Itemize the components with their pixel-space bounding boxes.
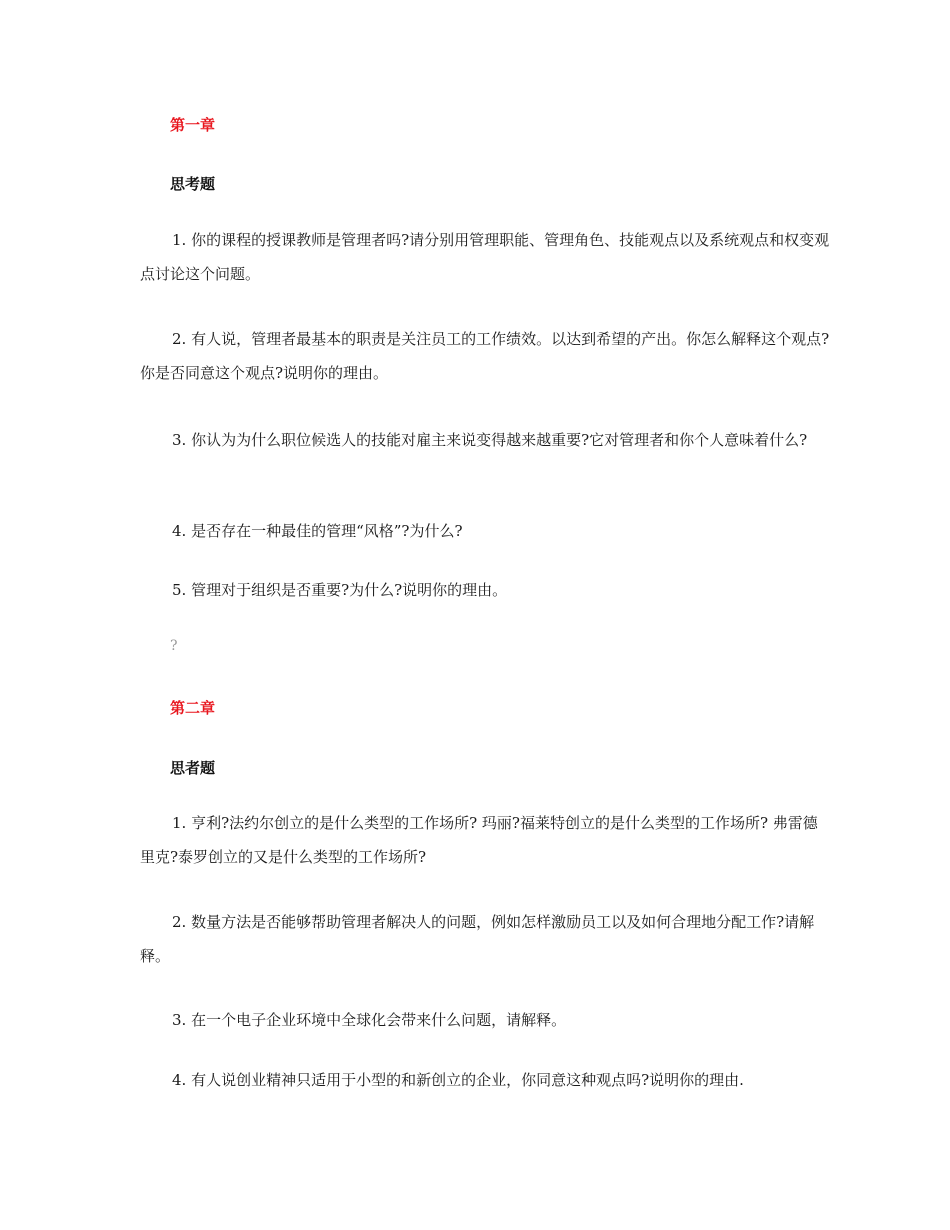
chapter-1-question-5: 5. 管理对于组织是否重要?为什么?说明你的理由。 xyxy=(172,581,508,599)
chapter-2-question-4: 4. 有人说创业精神只适用于小型的和新创立的企业，你同意这种观点吗?说明你的理由. xyxy=(172,1071,744,1089)
chapter-2-question-2: 2. 数量方法是否能够帮助管理者解决人的问题，例如怎样激励员工以及如何合理地分配工作?请解释。 xyxy=(140,913,815,965)
chapter-1-question-1: 1. 你的课程的授课教师是管理者吗?请分别用管理职能、管理角色、技能观点以及系统观点和权变观点讨论这个问题。 xyxy=(140,231,830,283)
chapter-1-question-2: 2. 有人说，管理者最基本的职责是关注员工的工作绩效。以达到希望的产出。你怎么解释这个观点?你是否同意这个观点?说明你的理由。 xyxy=(140,330,830,382)
placeholder-mark: ? xyxy=(170,638,178,654)
chapter-2-question-1: 1. 亨利?法约尔创立的是什么类型的工作场所? 玛丽?福莱特创立的是什么类型的工作场所? 弗雷德里克?泰罗创立的又是什么类型的工作场所? xyxy=(140,814,818,866)
chapter-1-question-3: 3. 你认为为什么职位候选人的技能对雇主来说变得越来越重要?它对管理者和你个人意味着什么? xyxy=(172,431,808,449)
chapter-2-title: 第二章 xyxy=(170,699,216,717)
chapter-1-question-4: 4. 是否存在一种最佳的管理“风格”?为什么? xyxy=(172,522,463,540)
chapter-2-question-3: 3. 在一个电子企业环境中全球化会带来什么问题，请解释。 xyxy=(172,1011,567,1029)
chapter-1-title: 第一章 xyxy=(170,116,216,134)
chapter-1-heading: 思考题 xyxy=(170,175,216,193)
chapter-2-heading: 思者题 xyxy=(170,759,216,777)
